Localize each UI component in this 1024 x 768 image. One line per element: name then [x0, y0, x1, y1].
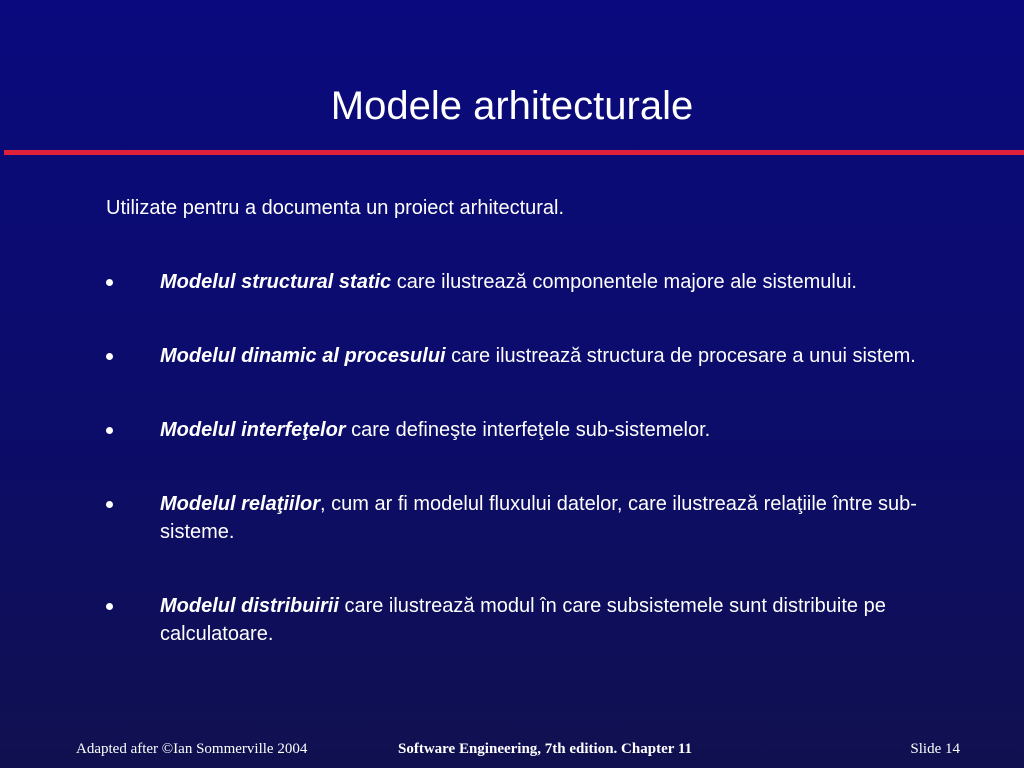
- bullet-text: care ilustrează structura de procesare a unui sistem.: [445, 345, 916, 367]
- title-divider: [4, 150, 1024, 155]
- bullet-term: Modelul structural static: [160, 271, 392, 293]
- bullet-text: care ilustrează componentele majore ale sistemului.: [391, 271, 857, 293]
- bullet-term: Modelul interfeţelor: [160, 419, 346, 441]
- slide-number: Slide 14: [910, 741, 960, 757]
- bullet-item-relations: [106, 490, 966, 546]
- bullet-text: care defineşte interfeţele sub-sistemelor.: [345, 419, 711, 441]
- bullet-item-dynamic: [106, 342, 966, 370]
- bullet-list: [106, 268, 966, 694]
- bullet-icon: [106, 427, 113, 434]
- bullet-text: , cum ar fi modelul fluxului datelor, care ilustrează relaţiile între sub-sisteme.: [160, 493, 917, 543]
- bullet-term: Modelul distribuirii: [160, 595, 339, 617]
- intro-text: Utilizate pentru a documenta un proiect arhitectural.: [106, 197, 565, 219]
- bullet-term: Modelul dinamic al procesului: [160, 345, 446, 367]
- bullet-term: Modelul relaţiilor: [160, 493, 321, 515]
- bullet-text: care ilustrează modul în care subsistemele sunt distribuite pe calculatoare.: [160, 595, 886, 645]
- bullet-icon: [106, 603, 113, 610]
- footer-attribution: Adapted after ©Ian Sommerville 2004: [76, 741, 308, 757]
- bullet-icon: [106, 501, 113, 508]
- bullet-icon: [106, 353, 113, 360]
- slide-footer: [0, 738, 1024, 760]
- slide-title: Modele arhitecturale: [330, 84, 694, 128]
- bullet-item-structural: [106, 268, 966, 296]
- bullet-icon: [106, 279, 113, 286]
- bullet-item-distribution: [106, 592, 966, 648]
- bullet-item-interfaces: [106, 416, 966, 444]
- footer-book-title: Software Engineering, 7th edition. Chapter 11: [398, 741, 693, 757]
